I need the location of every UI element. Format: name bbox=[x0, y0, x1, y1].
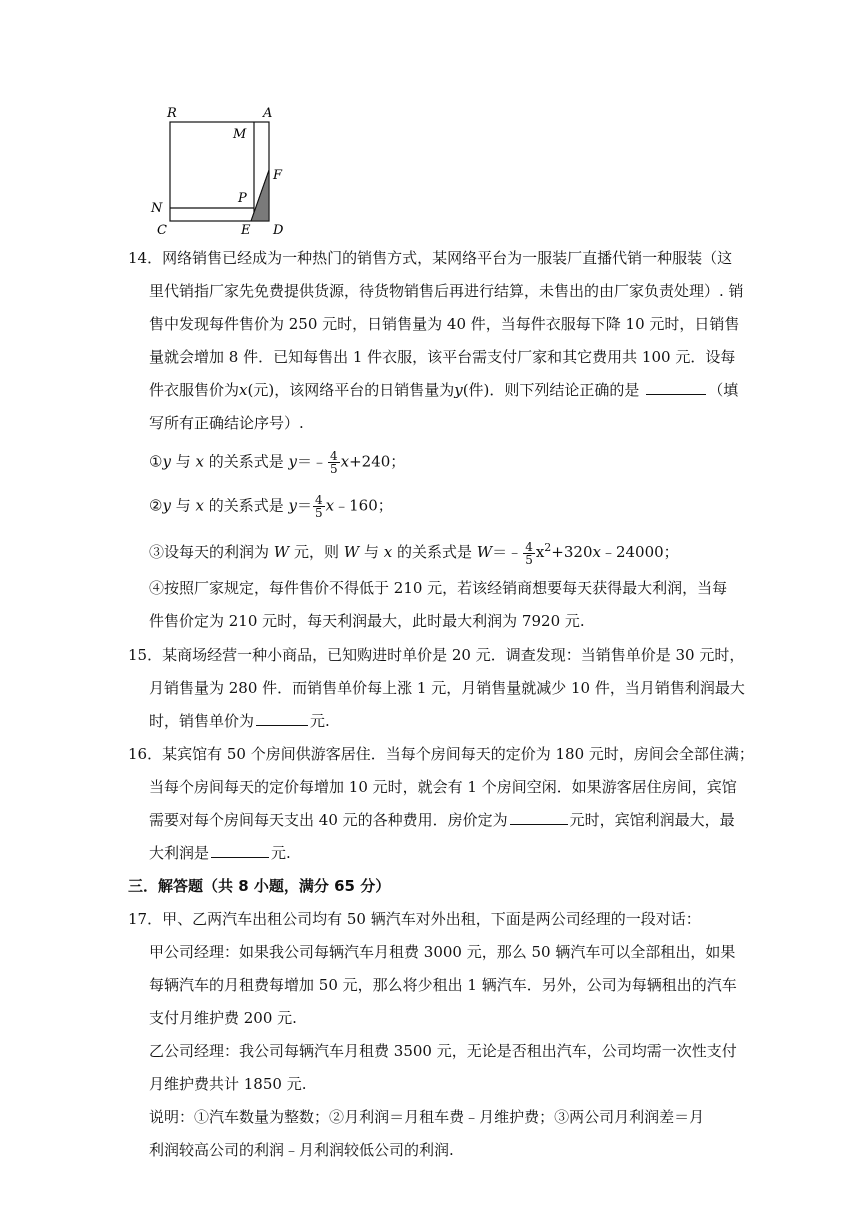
q14-line-5: 件衣服售价为x(元)，该网络平台的日销售量为y(件)．则下列结论正确的是 （填 bbox=[149, 381, 739, 399]
answer-blank[interactable] bbox=[510, 810, 568, 825]
q14-option-1: ①y 与 x 的关系式是 y＝﹣ $\frac{4}{5}$ x+240； bbox=[149, 449, 406, 476]
label-d: D bbox=[273, 223, 284, 236]
label-c: C bbox=[157, 223, 167, 236]
q16-line-1: 16．某宾馆有 50 个房间供游客居住．当每个房间每天的定价为 180 元时，房间会全部住满； bbox=[128, 745, 754, 763]
q14-line-6: 写所有正确结论序号）. bbox=[149, 414, 304, 432]
q16-line-4: 大利润是 元. bbox=[149, 844, 291, 862]
q17-line-6: 月维护费共计 1850 元. bbox=[149, 1075, 307, 1093]
label-p: P bbox=[238, 191, 247, 206]
q17-line-7: 说明：①汽车数量为整数；②月利润＝月租车费﹣月维护费；③两公司月利润差＝月 bbox=[149, 1108, 705, 1126]
fraction: $\frac{4}{5}$ bbox=[315, 493, 323, 520]
label-f: F bbox=[273, 168, 283, 183]
label-m: M bbox=[233, 127, 247, 142]
q17-line-5: 乙公司经理：我公司每辆汽车月租费 3500 元，无论是否租出汽车，公司均需一次性支付 bbox=[149, 1042, 737, 1060]
q16-line-2: 当每个房间每天的定价每增加 10 元时，就会有 1 个房间空闲．如果游客居住房间，宾馆 bbox=[149, 778, 737, 796]
q17-line-4: 支付月维护费 200 元. bbox=[149, 1009, 297, 1027]
q16-line-3: 需要对每个房间每天支出 40 元的各种费用．房价定为 元时，宾馆利润最大，最 bbox=[149, 811, 735, 829]
q14-line-1: 14．网络销售已经成为一种热门的销售方式，某网络平台为一服装厂直播代销一种服装（这 bbox=[128, 249, 733, 267]
answer-blank[interactable] bbox=[646, 380, 706, 395]
q14-option-4-line-1: ④按照厂家规定，每件售价不得低于 210 元，若该经销商想要每天获得最大利润，当每 bbox=[149, 579, 728, 597]
q17-line-8: 利润较高公司的利润﹣月利润较低公司的利润. bbox=[149, 1141, 454, 1159]
q17-line-3: 每辆汽车的月租费每增加 50 元，那么将少租出 1 辆汽车．另外，公司为每辆租出的汽车 bbox=[149, 976, 737, 994]
section-heading: 三．解答题（共 8 小题，满分 65 分） bbox=[128, 877, 391, 895]
label-r: R bbox=[167, 106, 177, 121]
q14-line-3: 售中发现每件售价为 250 元时，日销售量为 40 件，当每件衣服每下降 10 元时，日销售 bbox=[149, 315, 740, 333]
q14-option-2: ②y 与 x 的关系式是 y＝ $\frac{4}{5}$ x﹣160； bbox=[149, 493, 393, 520]
fraction: $\frac{4}{5}$ bbox=[330, 449, 338, 476]
fraction: $\frac{4}{5}$ bbox=[525, 539, 533, 567]
q14-option-4-line-2: 件售价定为 210 元时，每天利润最大，此时最大利润为 7920 元. bbox=[149, 612, 585, 630]
label-n: N bbox=[151, 201, 163, 216]
q14-option-3: ③设每天的利润为 W 元，则 W 与 x 的关系式是 W＝﹣ $\frac{4}{5}$ $x^2+320x﹣24000$； bbox=[149, 539, 679, 567]
q17-line-2: 甲公司经理：如果我公司每辆汽车月租费 3000 元，那么 50 辆汽车可以全部租出，如果 bbox=[149, 943, 736, 961]
geometry-figure bbox=[145, 100, 295, 240]
q14-line-2: 里代销指厂家先免费提供货源，待货物销售后再进行结算，未售出的由厂家负责处理）. 销 bbox=[149, 282, 744, 300]
q15-line-1: 15．某商场经营一种小商品，已知购进时单价是 20 元．调查发现：当销售单价是 30 元时， bbox=[128, 646, 745, 664]
answer-blank[interactable] bbox=[256, 711, 308, 726]
q14-line-4: 量就会增加 8 件．已知每售出 1 件衣服，该平台需支付厂家和其它费用共 100 元．设每 bbox=[149, 348, 736, 366]
label-e: E bbox=[241, 223, 251, 236]
square-diagram bbox=[145, 100, 295, 236]
q15-line-3: 时，销售单价为 元. bbox=[149, 712, 330, 730]
answer-blank[interactable] bbox=[211, 843, 269, 858]
q15-line-2: 月销售量为 280 件．而销售单价每上涨 1 元，月销售量就减少 10 件，当月销售利润最大 bbox=[149, 679, 745, 697]
label-a: A bbox=[263, 106, 273, 121]
q17-line-1: 17．甲、乙两汽车出租公司均有 50 辆汽车对外出租，下面是两公司经理的一段对话： bbox=[128, 910, 701, 928]
